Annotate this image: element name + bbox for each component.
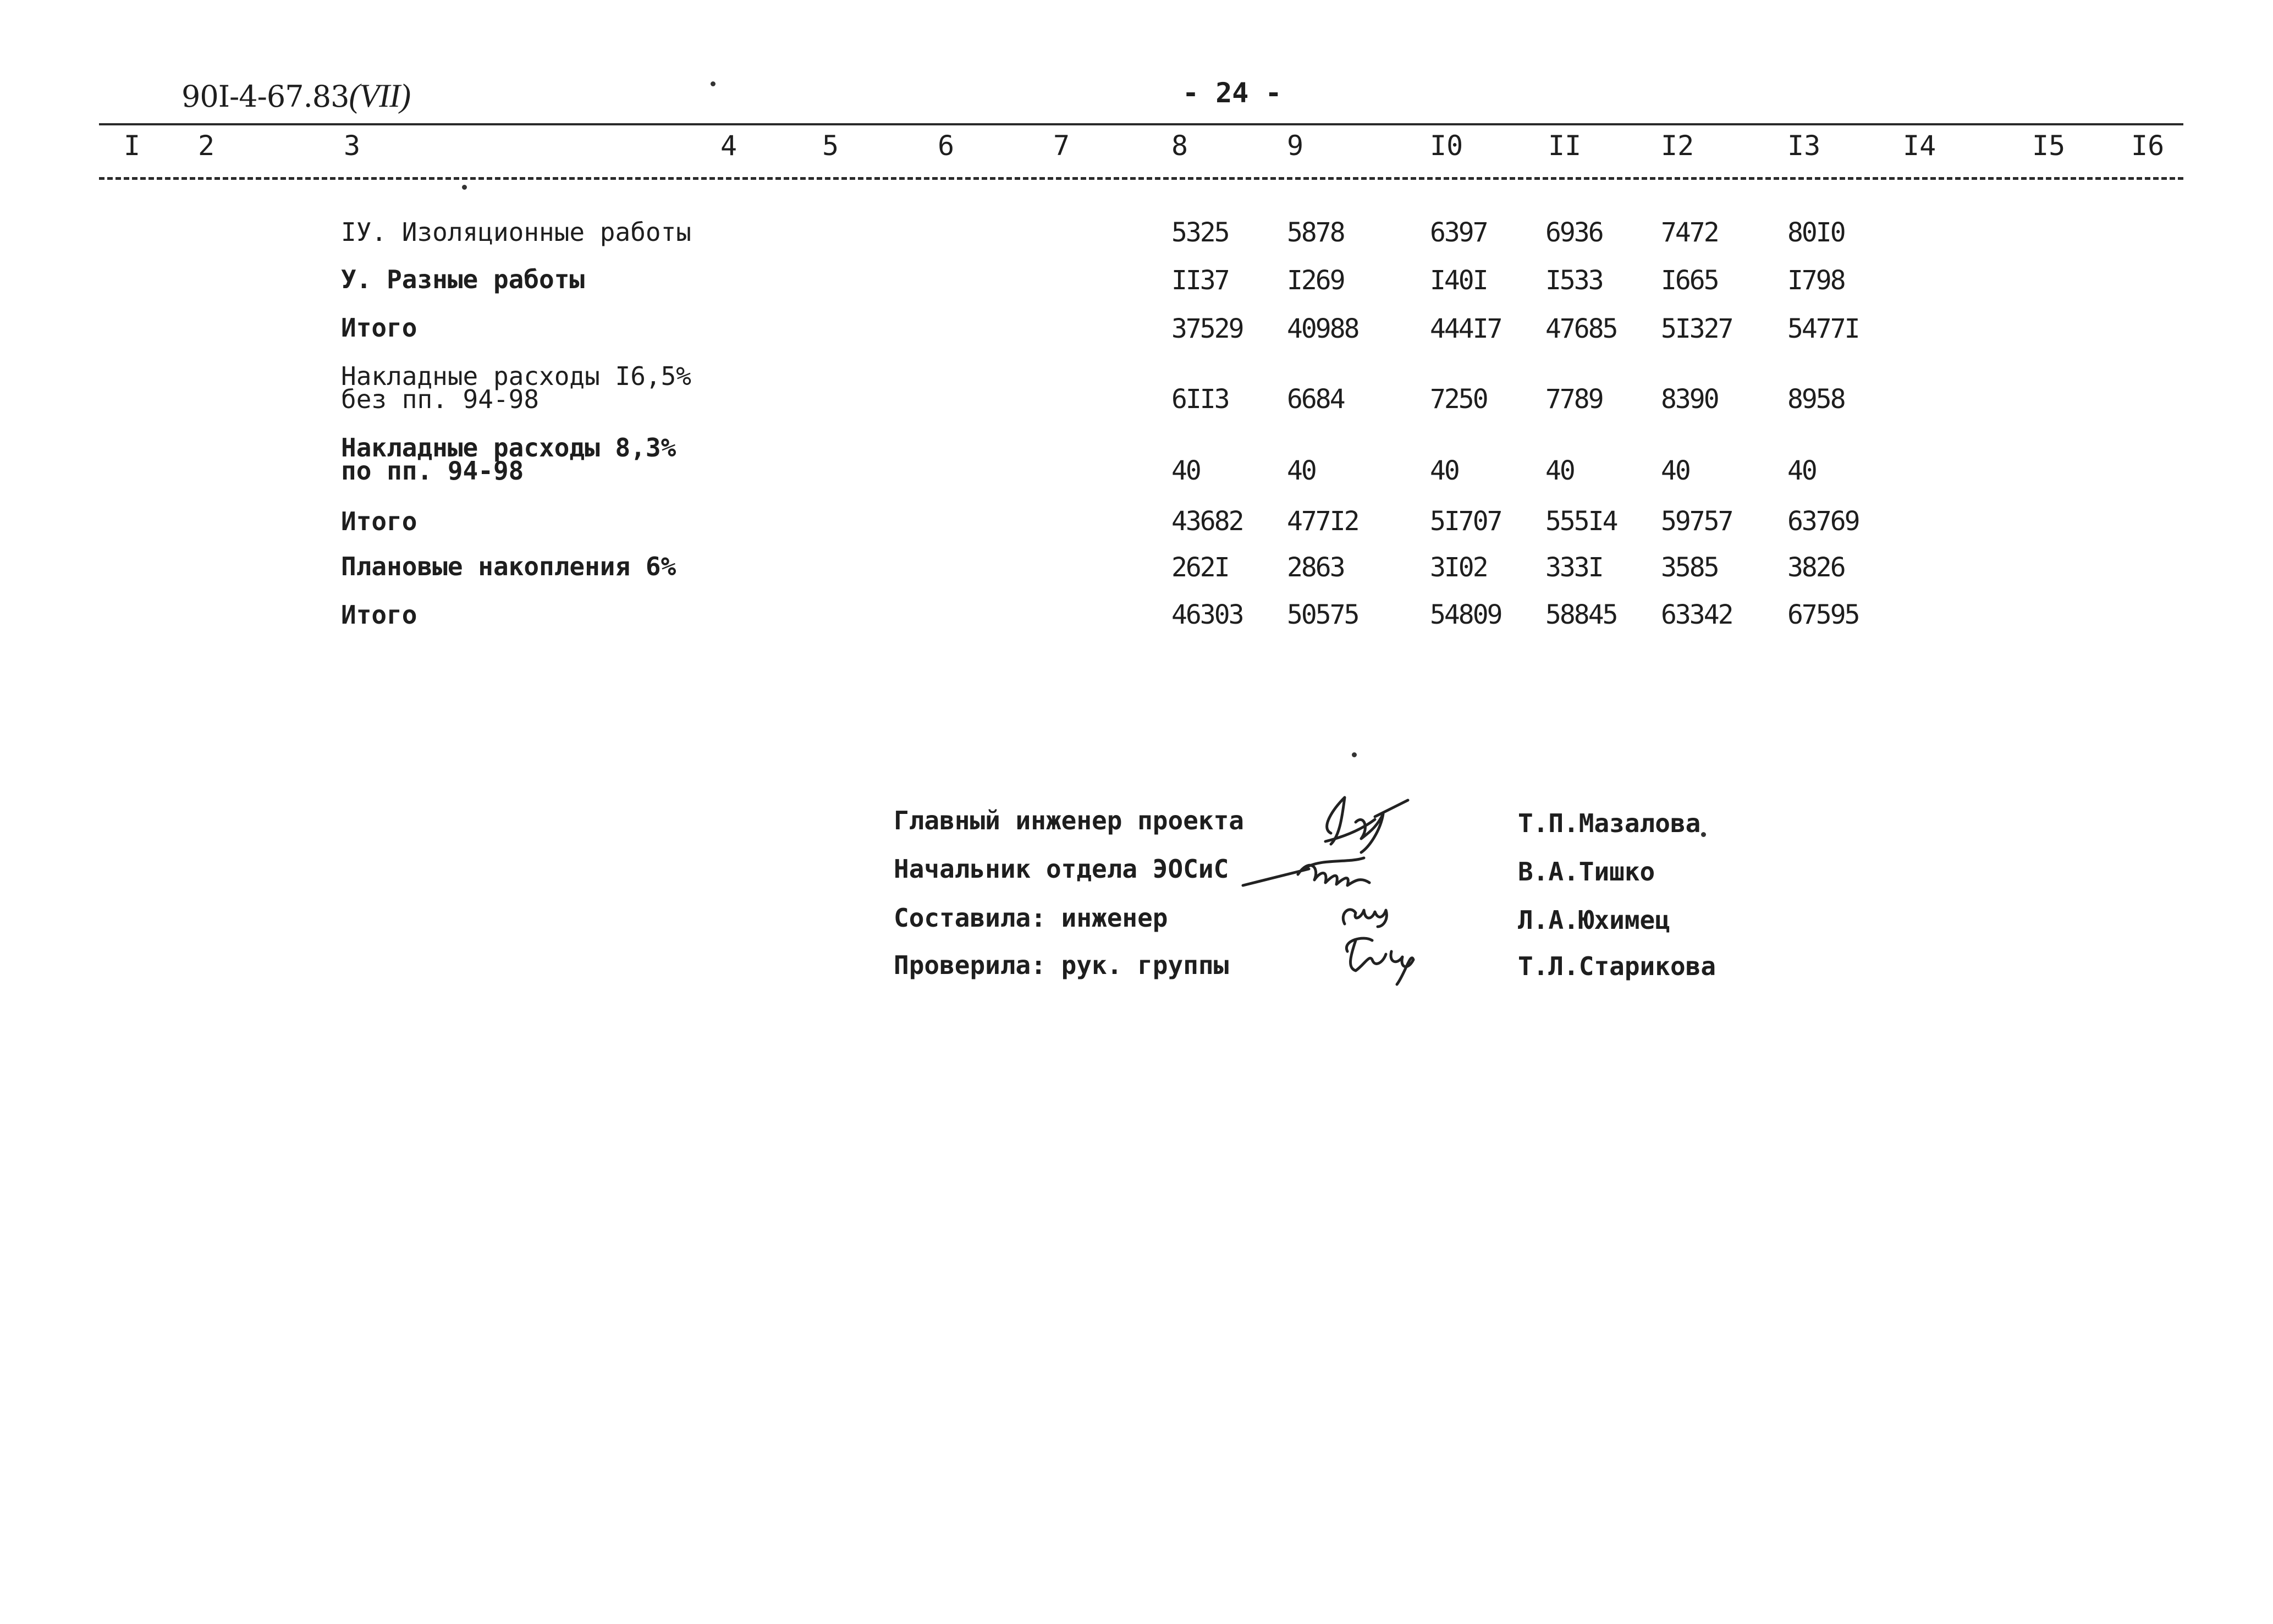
document-code-handwritten: (VII) bbox=[349, 78, 411, 114]
cell-col-10: 5I707 bbox=[1430, 506, 1501, 537]
signature-group-leader bbox=[1346, 938, 1413, 984]
cell-col-8: 40 bbox=[1171, 455, 1200, 486]
column-number: II bbox=[1548, 130, 1582, 162]
cell-col-9: 40988 bbox=[1287, 313, 1358, 344]
signatory-name: Т.Л.Старикова bbox=[1518, 951, 1716, 981]
cell-col-13: 63769 bbox=[1787, 506, 1859, 537]
cell-col-12: I665 bbox=[1661, 265, 1718, 296]
cell-col-9: I269 bbox=[1287, 265, 1344, 296]
table-header-top-rule bbox=[99, 123, 2183, 125]
cell-col-11: 6936 bbox=[1545, 217, 1603, 248]
cell-col-13: I798 bbox=[1787, 265, 1845, 296]
column-number: 5 bbox=[822, 130, 839, 162]
cell-col-8: 43682 bbox=[1171, 506, 1243, 537]
cell-col-12: 3585 bbox=[1661, 552, 1718, 583]
scan-speck bbox=[1701, 832, 1706, 837]
signatory-role: Проверила: рук. группы bbox=[894, 950, 1229, 980]
cell-col-9: 6684 bbox=[1287, 384, 1344, 415]
row-label: У. Разные работы bbox=[341, 265, 585, 294]
signatory-role: Составила: инженер bbox=[894, 903, 1168, 933]
signature-chief-engineer bbox=[1325, 797, 1408, 852]
cell-col-13: 80I0 bbox=[1787, 217, 1845, 248]
document-code bbox=[181, 77, 410, 115]
column-number: 7 bbox=[1053, 130, 1070, 162]
signatory-name: Л.А.Юхимец bbox=[1518, 905, 1670, 935]
signatory-name: Т.П.Мазалова bbox=[1518, 808, 1701, 838]
cell-col-13: 3826 bbox=[1787, 552, 1845, 583]
cell-col-11: 333I bbox=[1545, 552, 1603, 583]
signatory-name: В.А.Тишко bbox=[1518, 857, 1655, 887]
signatory-role: Главный инженер проекта bbox=[894, 806, 1244, 835]
row-label: IУ. Изоляционные работы bbox=[341, 217, 691, 247]
signature-engineer bbox=[1343, 910, 1386, 927]
row-label: Накладные расходы I6,5% bbox=[341, 361, 691, 391]
column-number: I6 bbox=[2131, 130, 2165, 162]
cell-col-9: 477I2 bbox=[1287, 506, 1358, 537]
cell-col-13: 5477I bbox=[1787, 313, 1859, 344]
column-number: I bbox=[124, 130, 141, 162]
cell-col-10: 3I02 bbox=[1430, 552, 1487, 583]
column-number: 9 bbox=[1287, 130, 1304, 162]
document-code-printed: 90I-4-67.83 bbox=[181, 79, 349, 114]
scan-speck bbox=[711, 81, 716, 86]
signature-department-head bbox=[1243, 858, 1369, 885]
column-number: I0 bbox=[1430, 130, 1463, 162]
column-number: 2 bbox=[198, 130, 215, 162]
scan-speck bbox=[462, 185, 467, 190]
cell-col-13: 8958 bbox=[1787, 384, 1845, 415]
row-label: Плановые накопления 6% bbox=[341, 552, 676, 581]
cell-col-13: 40 bbox=[1787, 455, 1816, 486]
cell-col-10: 40 bbox=[1430, 455, 1459, 486]
cell-col-12: 59757 bbox=[1661, 506, 1732, 537]
page-number: - 24 - bbox=[1182, 77, 1282, 109]
cell-col-12: 5I327 bbox=[1661, 313, 1732, 344]
row-label: Итого bbox=[341, 600, 417, 630]
column-number: 6 bbox=[938, 130, 955, 162]
cell-col-11: 47685 bbox=[1545, 313, 1617, 344]
cell-col-8: 262I bbox=[1171, 552, 1229, 583]
row-label-continued: по пп. 94-98 bbox=[341, 456, 524, 486]
column-number: I3 bbox=[1787, 130, 1821, 162]
cell-col-8: 37529 bbox=[1171, 313, 1243, 344]
cell-col-8: 46303 bbox=[1171, 599, 1243, 630]
cell-col-9: 40 bbox=[1287, 455, 1316, 486]
cell-col-10: 7250 bbox=[1430, 384, 1487, 415]
cell-col-13: 67595 bbox=[1787, 599, 1859, 630]
cell-col-12: 8390 bbox=[1661, 384, 1718, 415]
cell-col-10: 444I7 bbox=[1430, 313, 1501, 344]
row-label: Итого bbox=[341, 313, 417, 343]
cell-col-8: 6II3 bbox=[1171, 384, 1229, 415]
signatory-role: Начальник отдела ЭОСиС bbox=[894, 854, 1229, 884]
column-number: I2 bbox=[1661, 130, 1694, 162]
cell-col-8: 5325 bbox=[1171, 217, 1229, 248]
cell-col-12: 7472 bbox=[1661, 217, 1718, 248]
cell-col-10: I40I bbox=[1430, 265, 1487, 296]
cell-col-9: 50575 bbox=[1287, 599, 1358, 630]
column-number: 3 bbox=[344, 130, 361, 162]
cell-col-9: 2863 bbox=[1287, 552, 1344, 583]
row-label: Накладные расходы 8,3% bbox=[341, 433, 676, 463]
cell-col-11: 58845 bbox=[1545, 599, 1617, 630]
cell-col-12: 63342 bbox=[1661, 599, 1732, 630]
row-label: Итого bbox=[341, 507, 417, 536]
cell-col-11: 7789 bbox=[1545, 384, 1603, 415]
cell-col-11: 40 bbox=[1545, 455, 1574, 486]
column-number: 8 bbox=[1171, 130, 1188, 162]
column-number: 4 bbox=[720, 130, 738, 162]
cell-col-9: 5878 bbox=[1287, 217, 1344, 248]
column-number: I4 bbox=[1903, 130, 1936, 162]
cell-col-8: II37 bbox=[1171, 265, 1229, 296]
cell-col-11: I533 bbox=[1545, 265, 1603, 296]
cell-col-10: 54809 bbox=[1430, 599, 1501, 630]
scan-speck bbox=[1352, 752, 1357, 757]
column-number: I5 bbox=[2032, 130, 2066, 162]
cell-col-12: 40 bbox=[1661, 455, 1689, 486]
cell-col-11: 555I4 bbox=[1545, 506, 1617, 537]
table-header-bottom-rule bbox=[99, 177, 2183, 180]
row-label-continued: без пп. 94-98 bbox=[341, 384, 540, 414]
cell-col-10: 6397 bbox=[1430, 217, 1487, 248]
handwritten-signatures bbox=[1237, 775, 1468, 1006]
